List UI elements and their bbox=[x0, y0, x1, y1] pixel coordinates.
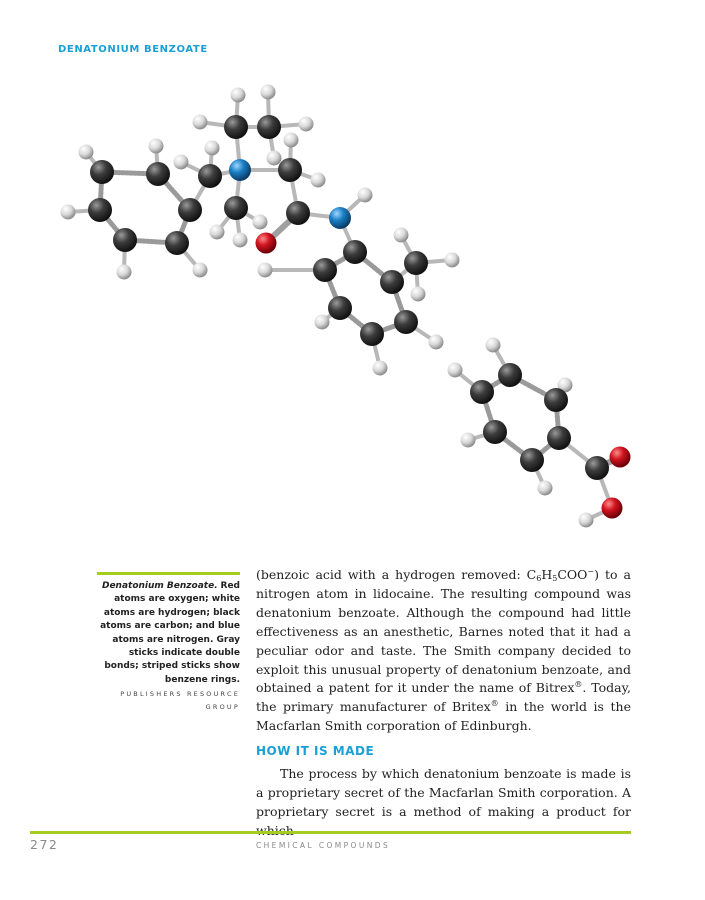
photo-credit: PUBLISHERS RESOURCE GROUP bbox=[120, 690, 240, 712]
hydrogen-atom bbox=[117, 265, 132, 280]
hydrogen-atom bbox=[253, 215, 268, 230]
body-paragraph: (benzoic acid with a hydrogen removed: $C_6H_5COO^-$) to a nitrogen atom in lidocaine. The resulting compound was denatonium benzoate. Although the compound had little effectiveness as an anesthetic, Barnes noted that it had a peculiar odor and taste. The Smith company decided to exploit this unusual property of denatonium benzoate, and obtained a patent for it under the name of Bitrex®. Today, the primary manufacturer of Britex® in the world is the Macfarlan Smith corporation of Edinburgh. bbox=[256, 567, 631, 734]
hydrogen-atom bbox=[358, 188, 373, 203]
hydrogen-atom bbox=[261, 85, 276, 100]
oxygen-atom bbox=[602, 498, 623, 519]
carbon-atom bbox=[470, 380, 494, 404]
carbon-atom bbox=[88, 198, 112, 222]
hydrogen-atom bbox=[210, 225, 225, 240]
hydrogen-atom bbox=[461, 433, 476, 448]
oxygen-atom bbox=[610, 447, 631, 468]
caption-rule bbox=[97, 572, 240, 575]
nitrogen-atom bbox=[329, 207, 351, 229]
carbon-atom bbox=[483, 420, 507, 444]
oxygen-atom bbox=[256, 233, 277, 254]
hydrogen-atom bbox=[448, 363, 463, 378]
carbon-atom bbox=[498, 363, 522, 387]
carbon-atom bbox=[286, 201, 310, 225]
hydrogen-atom bbox=[205, 141, 220, 156]
hydrogen-atom bbox=[61, 205, 76, 220]
carbon-atom bbox=[224, 115, 248, 139]
hydrogen-atom bbox=[445, 253, 460, 268]
hydrogen-atom bbox=[538, 481, 553, 496]
hydrogen-atom bbox=[193, 263, 208, 278]
carbon-atom bbox=[404, 251, 428, 275]
hydrogen-atom bbox=[411, 287, 426, 302]
carbon-atom bbox=[178, 198, 202, 222]
carbon-atom bbox=[520, 448, 544, 472]
caption-title: Denatonium Benzoate. bbox=[101, 581, 218, 591]
caption-text: Red atoms are oxygen; white atoms are hydrogen; black atoms are carbon; and blue atoms are nitrogen. Gray sticks indicate double bonds; striped sticks show benzene rings. bbox=[100, 581, 240, 685]
carbon-atom bbox=[544, 388, 568, 412]
molecule-ball-and-stick-icon bbox=[55, 75, 645, 535]
carbon-atom bbox=[313, 258, 337, 282]
figure-caption bbox=[92, 580, 240, 714]
hydrogen-atom bbox=[311, 173, 326, 188]
hydrogen-atom bbox=[299, 117, 314, 132]
hydrogen-atom bbox=[486, 338, 501, 353]
carbon-atom bbox=[278, 158, 302, 182]
carbon-atom bbox=[224, 196, 248, 220]
hydrogen-atom bbox=[193, 115, 208, 130]
carbon-atom bbox=[585, 456, 609, 480]
page-number: 272 bbox=[30, 837, 59, 852]
hydrogen-atom bbox=[394, 228, 409, 243]
carbon-atom bbox=[343, 240, 367, 264]
carbon-atom bbox=[90, 160, 114, 184]
carbon-atom bbox=[328, 296, 352, 320]
carbon-atom bbox=[360, 322, 384, 346]
running-head: DENATONIUM BENZOATE bbox=[58, 44, 208, 55]
carbon-atom bbox=[380, 270, 404, 294]
section-heading: HOW IT IS MADE bbox=[256, 744, 375, 758]
hydrogen-atom bbox=[231, 88, 246, 103]
carbon-atom bbox=[165, 231, 189, 255]
hydrogen-atom bbox=[284, 133, 299, 148]
footer-rule bbox=[30, 831, 631, 834]
hydrogen-atom bbox=[429, 335, 444, 350]
hydrogen-atom bbox=[315, 315, 330, 330]
carbon-atom bbox=[257, 115, 281, 139]
hydrogen-atom bbox=[174, 155, 189, 170]
hydrogen-atom bbox=[258, 263, 273, 278]
hydrogen-atom bbox=[233, 233, 248, 248]
hydrogen-atom bbox=[373, 361, 388, 376]
carbon-atom bbox=[113, 228, 137, 252]
hydrogen-atom bbox=[267, 151, 282, 166]
hydrogen-atom bbox=[79, 145, 94, 160]
carbon-atom bbox=[547, 426, 571, 450]
carbon-atom bbox=[394, 310, 418, 334]
hydrogen-atom bbox=[149, 139, 164, 154]
section-paragraph: The process by which denatonium benzoate is made is a proprietary secret of the Macfarlan Smith corporation. A proprietary secret is a method of making a product for bbox=[256, 766, 631, 819]
carbon-atom bbox=[198, 164, 222, 188]
nitrogen-atom bbox=[229, 159, 251, 181]
footer-book-title: CHEMICAL COMPOUNDS bbox=[256, 841, 391, 850]
carbon-atom bbox=[146, 162, 170, 186]
hydrogen-atom bbox=[579, 513, 594, 528]
